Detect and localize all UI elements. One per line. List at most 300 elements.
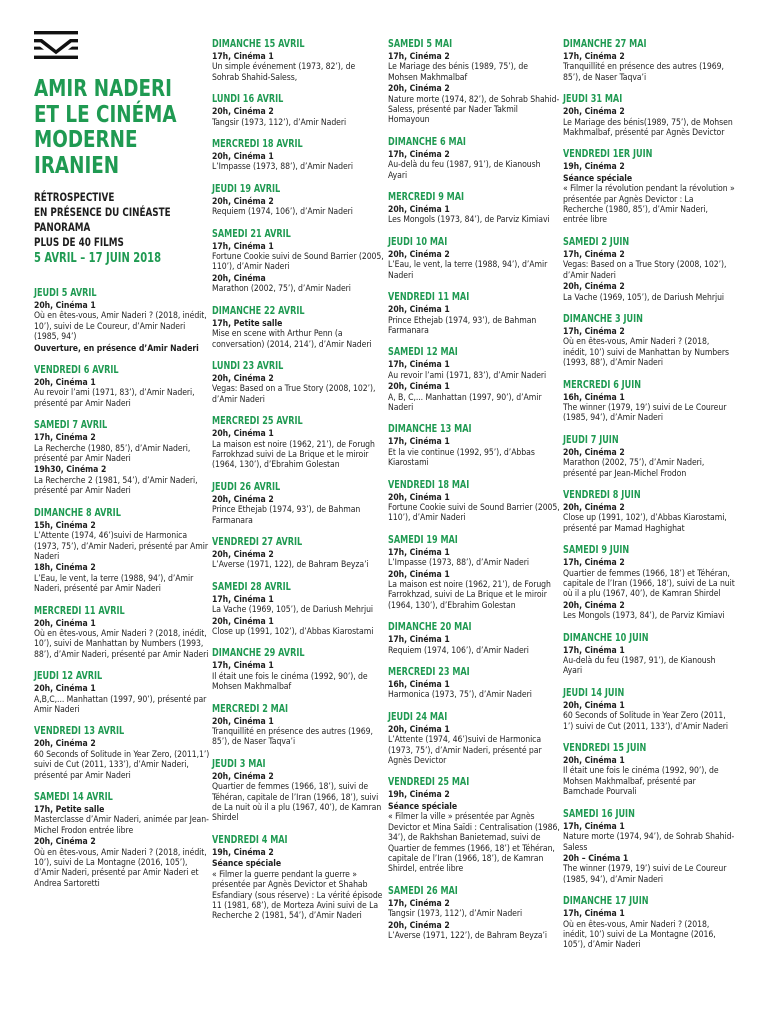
screening-description: L’Attente (1974, 46’)suivi de Harmonica (1973, 75’), d’Amir Naderi, présenté par Agnès Devictor <box>388 735 542 767</box>
screening-entry <box>212 319 384 350</box>
day-heading: DIMANCHE 29 AVRIL <box>212 646 305 660</box>
day-heading: VENDREDI 13 AVRIL <box>34 724 125 738</box>
screening-time-venue: 17h, Cinéma 1 <box>388 437 450 448</box>
page-title <box>34 76 206 178</box>
screening-description: Les Mongols (1973, 84’), de Parviz Kimiavi <box>563 611 725 622</box>
screening-entry <box>212 859 384 921</box>
screening-entry <box>212 550 384 571</box>
day-heading: JEUDI 26 AVRIL <box>212 479 281 493</box>
screening-time-venue: 19h, Cinéma 2 <box>563 162 625 173</box>
screening-description: 60 Seconds of Solitude in Year Zero, (2011,1’) suivi de Cut (2011, 133’), d’Amir Naderi, présenté par Amir Naderi <box>34 749 210 781</box>
screening-description: L’Averse (1971, 122), de Bahram Beyza’i <box>212 560 369 571</box>
screening-entry <box>34 684 210 715</box>
screening-entry <box>388 150 560 181</box>
screening-entry <box>563 448 735 479</box>
subtitle-line: PLUS DE 40 FILMS <box>34 235 124 249</box>
screening-description: Au revoir l’ami (1971, 83’), d’Amir Naderi, présenté par Amir Naderi <box>34 388 195 409</box>
screening-description: La maison est noire (1962, 21’), de Forugh Farrokhzad, suivi de La Brique et le miroir (1964, 130’), d’Ebrahim Golestan <box>388 580 551 611</box>
screening-description: Tangsir (1973, 112’), d’Amir Naderi <box>388 909 523 920</box>
screening-description: Prince Ethejab (1974, 93’), de Bahman Farmanara <box>388 315 537 336</box>
day-heading: VENDREDI 18 MAI <box>388 477 470 491</box>
schedule-day <box>212 580 384 638</box>
day-heading: JEUDI 19 AVRIL <box>212 181 281 195</box>
screening-time-venue: 17h, Petite salle <box>34 805 105 815</box>
screening-description: Et la vie continue (1992, 95’), d’Abbas Kiarostami <box>388 447 535 469</box>
screening-entry <box>563 282 735 303</box>
schedule-day <box>212 227 384 295</box>
screening-entry <box>388 548 560 569</box>
day-heading: DIMANCHE 27 MAI <box>563 37 647 50</box>
schedule-day <box>388 422 560 468</box>
day-heading: MERCREDI 9 MAI <box>388 190 465 204</box>
screening-description: Nature morte (1974, 94’), de Sohrab Shahid-Saless <box>563 832 735 853</box>
schedule-day <box>212 359 384 405</box>
screening-time-venue: 17h, Cinéma 2 <box>563 326 625 337</box>
screening-entry <box>388 899 560 920</box>
screening-time-venue: 20h, Cinéma 2 <box>212 373 274 384</box>
screening-time-venue: 19h, Cinéma 2 <box>212 847 274 858</box>
day-heading: SAMEDI 14 AVRIL <box>34 790 113 803</box>
schedule-day <box>563 741 735 798</box>
day-heading: VENDREDI 1ER JUIN <box>563 147 653 161</box>
day-heading: SAMEDI 5 MAI <box>388 37 453 50</box>
schedule-day <box>388 478 560 524</box>
screening-entry <box>34 619 210 661</box>
schedule-day <box>388 665 560 701</box>
screening-time-venue: 20h, Cinéma 2 <box>388 920 450 931</box>
screening-time-venue: 20h, Cinéma 2 <box>212 549 274 560</box>
screening-time-venue: 20h, Cinéma 1 <box>563 756 625 767</box>
screening-entry <box>388 205 560 226</box>
screening-description: Marathon (2002, 75’), d’Amir Naderi, présenté par Jean-Michel Frodon <box>563 458 705 479</box>
screening-time-venue: 17h, Cinéma 1 <box>212 52 274 62</box>
screening-description: La Vache (1969, 105’), de Dariush Mehrjui <box>212 605 374 616</box>
screening-time-venue: 16h, Cinéma 1 <box>563 392 625 403</box>
screening-description: Close up (1991, 102’), d’Abbas Kiarostami <box>212 627 374 637</box>
screening-description: Nature morte (1974, 82’), de Sohrab Shahid-Saless, présenté par Nader Takmil Homayoun <box>388 94 560 126</box>
day-heading: VENDREDI 27 AVRIL <box>212 534 303 548</box>
screening-entry <box>388 52 560 83</box>
screening-time-venue: 20h, Cinéma 2 <box>388 84 450 95</box>
screening-entry <box>34 465 210 496</box>
screening-entry <box>212 242 384 273</box>
screening-time-venue: 20h, Cinéma 2 <box>212 494 274 505</box>
schedule-day <box>212 414 384 471</box>
screening-description: La Recherche 2 (1981, 54’), d’Amir Naderi, présenté par Amir Naderi <box>34 475 198 497</box>
schedule-day <box>388 884 560 942</box>
screening-time-venue: Séance spéciale <box>212 859 282 870</box>
screening-time-venue: 20h, Cinéma 1 <box>388 724 450 735</box>
screening-time-venue: 20h, Cinéma 1 <box>212 429 274 440</box>
screening-time-venue: 20h, Cinéma 2 <box>34 739 96 750</box>
day-heading: DIMANCHE 3 JUIN <box>563 311 643 325</box>
schedule-day <box>563 894 735 951</box>
schedule-day <box>563 433 735 479</box>
screening-description: Où en êtes-vous, Amir Naderi ? (2018, inédit, 10’), suivi de Manhattan by Numbers (1993, 88’), d’Amir Naderi, présenté par Amir Naderi <box>34 628 209 660</box>
schedule-day <box>388 710 560 767</box>
screening-description: Harmonica (1973, 75’), d’Amir Naderi <box>388 690 532 701</box>
screening-entry <box>563 701 735 732</box>
schedule-day <box>212 182 384 218</box>
day-heading: SAMEDI 26 MAI <box>388 883 458 897</box>
schedule-day <box>34 724 210 781</box>
screening-description: Vegas: Based on a True Story (2008, 102’), d’Amir Naderi <box>212 384 376 405</box>
screening-entry <box>563 393 735 424</box>
screening-time-venue: 17h, Cinéma 1 <box>388 635 450 646</box>
screening-entry <box>212 848 384 858</box>
screening-description: Où en êtes-vous, Amir Naderi ? (2018, inédit, 10’) suivi de Manhattan by Numbers (1993, 88’), d’Amir Naderi <box>563 337 729 369</box>
screening-entry <box>212 495 384 526</box>
screening-time-venue: 17h, Cinéma 2 <box>388 52 450 62</box>
screening-entry <box>34 378 210 409</box>
screening-time-venue: 20h, Cinéma 2 <box>212 771 274 782</box>
screening-entry <box>212 772 384 824</box>
screening-time-venue: Séance spéciale <box>563 173 633 184</box>
schedule-day <box>563 686 735 732</box>
screening-description: L’Attente (1974, 46’)suivi de Harmonica (1973, 75’), d’Amir Naderi, présenté par Amir Naderi <box>34 531 208 562</box>
screening-time-venue: 20h, Cinéma <box>212 273 266 284</box>
subtitle-line: EN PRÉSENCE DU CINÉASTE <box>34 205 171 219</box>
day-heading: SAMEDI 28 AVRIL <box>212 579 291 593</box>
screening-time-venue: 20h, Cinéma 2 <box>34 837 96 848</box>
screening-description: La maison est noire (1962, 21’), de Forugh Farrokhzad suivi de La Brique et le miroir (1964, 130’), d’Ebrahim Golestan <box>212 439 375 471</box>
screening-description: Quartier de femmes (1966, 18’), suivi de Téhéran, capitale de l’Iran (1966, 18’), suivi de La nuit où il a plu (1967, 40’), de Kamran Shirdel <box>212 782 382 824</box>
schedule-day <box>563 92 735 138</box>
schedule-day <box>212 92 384 128</box>
title-line: AMIR NADERI <box>34 74 172 102</box>
schedule-day <box>563 235 735 303</box>
screening-entry <box>388 437 560 468</box>
screening-description: Mise en scene with Arthur Penn (a conversation) (2014, 214’), d’Amir Naderi <box>212 329 372 350</box>
screening-description: L’Impasse (1973, 88’), d’Amir Naderi <box>212 162 353 173</box>
title-line: MODERNE <box>34 125 138 153</box>
day-heading: VENDREDI 4 MAI <box>212 832 288 846</box>
screening-time-venue: 19h, Cinéma 2 <box>388 790 450 801</box>
screening-description: Au-delà du feu (1987, 91’), de Kianoush Ayari <box>563 656 716 677</box>
screening-time-venue: 16h, Cinéma 1 <box>388 680 450 691</box>
schedule-day <box>212 646 384 692</box>
screening-description: The winner (1979, 19’) suivi de Le Coureur (1985, 94’), d’Amir Naderi <box>563 402 727 424</box>
schedule-column <box>388 0 560 950</box>
schedule-day <box>34 604 210 661</box>
screening-entry <box>388 802 560 875</box>
screening-entry <box>563 646 735 677</box>
screening-entry <box>563 558 735 600</box>
screening-time-venue: 20h, Cinéma 2 <box>212 107 274 118</box>
screening-time-venue: 17h, Cinéma 1 <box>563 645 625 656</box>
screening-time-venue: 20h, Cinéma 2 <box>388 249 450 260</box>
screening-description: La Vache (1969, 105’), de Dariush Mehrjui <box>563 292 725 303</box>
day-heading: JEUDI 10 MAI <box>388 234 448 248</box>
schedule-day <box>388 135 560 181</box>
screening-time-venue: 20h, Cinéma 1 <box>388 205 450 216</box>
day-heading: SAMEDI 21 AVRIL <box>212 226 291 240</box>
day-heading: VENDREDI 8 JUIN <box>563 487 641 501</box>
screening-description: 60 Seconds of Solitude in Year Zero (2011, 1’) suivi de Cut (2011, 133’), d’Amir Naderi <box>563 711 729 732</box>
schedule-day <box>563 807 735 885</box>
schedule-day <box>563 488 735 534</box>
screening-time-venue: 20h, Cinéma 1 <box>212 616 274 627</box>
header-column <box>34 30 210 898</box>
screening-time-venue: 17h, Cinéma 1 <box>212 594 274 605</box>
screening-entry <box>388 250 560 281</box>
screening-time-venue: 15h, Cinéma 2 <box>34 520 96 531</box>
screening-entry <box>563 250 735 281</box>
schedule-day <box>212 702 384 748</box>
screening-entry <box>212 374 384 405</box>
day-heading: MERCREDI 2 MAI <box>212 701 289 715</box>
screening-time-venue: 17h, Cinéma 2 <box>34 433 96 444</box>
title-line: IRANIEN <box>34 150 120 179</box>
screening-time-venue: 17h, Cinéma 2 <box>563 558 625 569</box>
screening-time-venue: Séance spéciale <box>388 801 458 812</box>
schedule-day <box>212 137 384 173</box>
screening-description: Où en êtes-vous, Amir Naderi ? (2018, inédit, 10’) suivi de La Montagne (2016, 105’), d’Amir Naderi <box>563 919 716 951</box>
day-heading: JEUDI 7 JUIN <box>563 432 619 446</box>
schedule-day <box>212 304 384 350</box>
screening-time-venue: 20h, Cinéma 1 <box>388 569 450 580</box>
screening-entry <box>212 197 384 218</box>
screening-description: Les Mongols (1973, 84’), de Parviz Kimiavi <box>388 215 550 226</box>
screening-entry <box>388 680 560 701</box>
screening-description: Il était une fois le cinéma (1992, 90’), de Mohsen Makhmalbaf <box>212 671 368 693</box>
day-heading: JEUDI 5 AVRIL <box>34 286 97 299</box>
screening-entry <box>34 563 210 594</box>
day-heading: JEUDI 14 JUIN <box>563 685 625 699</box>
screening-description: Close up (1991, 102’), d’Abbas Kiarostami, présenté par Mamad Haghighat <box>563 513 727 534</box>
schedule-day <box>563 312 735 369</box>
screening-entry <box>563 174 735 226</box>
screening-description: Vegas: Based on a True Story (2008, 102’), d’Amir Naderi <box>563 260 727 281</box>
schedule-column <box>563 0 735 960</box>
screening-description: The winner (1979, 19’) suivi de Le Coureur (1985, 94’), d’Amir Naderi <box>563 864 727 885</box>
screening-time-venue: Ouverture, en présence d’Amir Naderi <box>34 343 199 354</box>
screening-description: « Filmer la ville » présentée par Agnès Devictor et Mina Saïdi : Centralisation (1986, 34’), de Rakhshan Banietemad, suivi de Quartier de femmes (1966, 18’) et Téhéran, capitale de l’Iran (1966, 18’), de Kamran Shirdel, entrée libre <box>388 812 560 875</box>
screening-time-venue: 20h, Cinéma 2 <box>563 600 625 611</box>
schedule-day <box>34 790 210 889</box>
screening-entry <box>388 790 560 800</box>
screening-description: « Filmer la révolution pendant la révolution » présentée par Agnès Devictor : La Recherche (1980, 85’), d’Amir Naderi, entrée libre <box>563 184 735 226</box>
schedule-day <box>212 480 384 526</box>
screening-entry <box>388 921 560 942</box>
screening-description: Requiem (1974, 106’), d’Amir Naderi <box>212 207 353 218</box>
screening-description: Fortune Cookie suivi de Sound Barrier (2005, 110’), d’Amir Naderi <box>212 252 384 273</box>
day-heading: MERCREDI 11 AVRIL <box>34 603 125 617</box>
schedule-day <box>388 37 560 126</box>
screening-time-venue: 20h, Cinéma 1 <box>34 618 96 629</box>
screening-description: Où en êtes-vous, Amir Naderi ? (2018, inédit, 10’), suivi de Le Coureur, d’Amir Naderi (1985, 94’) <box>34 311 207 343</box>
screening-entry <box>212 617 384 638</box>
day-heading: JEUDI 31 MAI <box>563 92 623 106</box>
day-heading: MERCREDI 25 AVRIL <box>212 414 303 428</box>
screening-entry <box>388 382 560 413</box>
screening-description: Tranquillité en présence des autres (1969, 85’), de Naser Taqva’i <box>212 727 373 748</box>
schedule-column <box>34 286 210 889</box>
screening-entry <box>212 107 384 128</box>
day-heading: VENDREDI 15 JUIN <box>563 741 647 755</box>
screening-time-venue: 20h – Cinéma 1 <box>563 853 629 864</box>
screening-entry <box>212 595 384 616</box>
screening-time-venue: 17h, Cinéma 1 <box>388 547 450 558</box>
title-line: ET LE CINÉMA <box>34 99 177 128</box>
schedule-day <box>34 286 210 354</box>
screening-entry <box>34 739 210 781</box>
day-heading: DIMANCHE 15 AVRIL <box>212 37 305 50</box>
screening-description: L’Eau, le vent, la terre (1988, 94’), d’Amir Naderi, présenté par Amir Naderi <box>34 573 194 595</box>
schedule-day <box>34 363 210 409</box>
day-heading: VENDREDI 11 MAI <box>388 290 470 304</box>
screening-description: Marathon (2002, 75’), d’Amir Naderi <box>212 284 351 295</box>
schedule-day <box>388 775 560 874</box>
screening-entry <box>388 570 560 612</box>
screening-description: « Filmer la guerre pendant la guerre » présentée par Agnès Devictor et Shahab Esfandiary (sous réserve) : La vérité épisode 11 (1981, 68’), de Morteza Avini suivi de La Recherche 2 (1981, 54’), d’Amir Naderi <box>212 869 383 922</box>
schedule-day <box>563 37 735 83</box>
screening-description: L’Impasse (1973, 88’), d’Amir Naderi <box>388 558 529 569</box>
day-heading: MERCREDI 6 JUIN <box>563 377 642 391</box>
screening-entry <box>388 635 560 656</box>
screening-time-venue: 17h, Cinéma 1 <box>563 821 625 832</box>
screening-time-venue: 17h, Cinéma 2 <box>388 898 450 909</box>
cinematheque-logo-icon <box>34 30 78 60</box>
day-heading: VENDREDI 6 AVRIL <box>34 363 119 377</box>
screening-description: Où en êtes-vous, Amir Naderi ? (2018, inédit, 10’), suivi de La Montagne (2016, 105’), d’Amir Naderi, présenté par Amir Naderi et Andrea Sartoretti <box>34 847 207 889</box>
schedule-day <box>212 37 384 83</box>
screening-entry <box>388 493 560 524</box>
schedule-day <box>212 535 384 571</box>
screening-entry <box>212 52 384 83</box>
screening-time-venue: 17h, Cinéma 1 <box>388 360 450 371</box>
screening-description: Un simple événement (1973, 82’), de Sohrab Shahid-Saless, <box>212 62 356 83</box>
screening-entry <box>34 805 210 836</box>
screening-time-venue: 20h, Cinéma 2 <box>563 447 625 458</box>
screening-entry <box>34 433 210 464</box>
screening-entry <box>34 344 210 354</box>
screening-entry <box>563 52 735 83</box>
screening-entry <box>563 854 735 885</box>
schedule-day <box>388 190 560 226</box>
screening-description: Requiem (1974, 106’), d’Amir Naderi <box>388 645 529 656</box>
screening-entry <box>388 725 560 767</box>
schedule-day <box>563 378 735 424</box>
screening-description: A, B, C,... Manhattan (1997, 90’), d’Amir Naderi <box>388 392 542 413</box>
screening-time-venue: 20h, Cinéma 1 <box>34 301 96 311</box>
screening-time-venue: 17h, Cinéma 1 <box>563 909 625 920</box>
day-heading: JEUDI 3 MAI <box>212 756 266 770</box>
screening-time-venue: 17h, Cinéma 1 <box>212 661 274 672</box>
schedule-day <box>563 631 735 677</box>
screening-entry <box>563 822 735 853</box>
screening-entry <box>212 717 384 748</box>
screening-description: Tranquillité en présence des autres (1969, 85’), de Naser Taqva’i <box>563 62 724 83</box>
day-heading: SAMEDI 2 JUIN <box>563 234 630 248</box>
screening-entry <box>563 327 735 369</box>
screening-entry <box>212 274 384 295</box>
day-heading: JEUDI 24 MAI <box>388 709 448 723</box>
screening-time-venue: 20h, Cinéma 2 <box>563 107 625 118</box>
screening-entry <box>563 162 735 172</box>
schedule-day <box>388 235 560 281</box>
screening-description: Il était une fois le cinéma (1992, 90’), de Mohsen Makhmalbaf, présenté par Bamchade Pourvali <box>563 766 719 798</box>
screening-description: La Recherche (1980, 85’), d’Amir Naderi, présenté par Amir Naderi <box>34 443 191 465</box>
day-heading: DIMANCHE 10 JUIN <box>563 630 649 644</box>
screening-description: Le Mariage des bénis(1989, 75’), de Mohsen Makhmalbaf, présenté par Agnès Devictor <box>563 117 733 139</box>
schedule-day <box>34 669 210 715</box>
screening-entry <box>388 360 560 381</box>
screening-time-venue: 20h, Cinéma 1 <box>34 684 96 695</box>
screening-entry <box>388 305 560 336</box>
day-heading: DIMANCHE 13 MAI <box>388 422 472 436</box>
schedule-day <box>212 757 384 824</box>
day-heading: LUNDI 16 AVRIL <box>212 92 284 106</box>
screening-time-venue: 20h, Cinéma 1 <box>563 700 625 711</box>
subtitle-line: PANORAMA <box>34 220 91 234</box>
screening-description: A,B,C,... Manhattan (1997, 90’), présenté par Amir Naderi <box>34 694 207 715</box>
screening-entry <box>388 84 560 126</box>
screening-description: Au-delà du feu (1987, 91’), de Kianoush Ayari <box>388 160 541 181</box>
screening-description: Prince Ethejab (1974, 93’), de Bahman Farmanara <box>212 505 361 526</box>
screening-entry <box>34 301 210 343</box>
screening-entry <box>34 521 210 563</box>
day-heading: DIMANCHE 20 MAI <box>388 620 472 634</box>
screening-description: Au revoir l’ami (1971, 83’), d’Amir Naderi <box>388 370 547 381</box>
screening-description: Le Mariage des bénis (1989, 75’), de Mohsen Makhmalbaf <box>388 62 528 83</box>
screening-time-venue: 17h, Cinéma 1 <box>212 241 274 252</box>
day-heading: SAMEDI 16 JUIN <box>563 806 635 820</box>
screening-time-venue: 19h30, Cinéma 2 <box>34 465 107 476</box>
screening-time-venue: 17h, Cinéma 2 <box>388 149 450 160</box>
day-heading: DIMANCHE 22 AVRIL <box>212 303 305 317</box>
screening-time-venue: 17h, Cinéma 2 <box>563 52 625 62</box>
day-heading: MERCREDI 23 MAI <box>388 665 470 679</box>
screening-time-venue: 20h, Cinéma 2 <box>563 502 625 513</box>
schedule-day <box>34 418 210 496</box>
screening-description: Masterclasse d’Amir Naderi, animée par Jean-Michel Frodon entrée libre <box>34 815 209 836</box>
screening-entry <box>563 107 735 138</box>
screening-entry <box>212 429 384 471</box>
schedule-day <box>388 290 560 336</box>
screening-time-venue: 20h, Cinéma 1 <box>388 382 450 393</box>
screening-entry <box>34 837 210 889</box>
screening-entry <box>563 601 735 622</box>
screening-entry <box>563 909 735 951</box>
schedule-day <box>563 147 735 225</box>
date-range: 5 AVRIL – 17 JUIN 2018 <box>34 250 162 266</box>
screening-description: Fortune Cookie suivi de Sound Barrier (2005, 110’), d’Amir Naderi <box>388 502 560 524</box>
day-heading: SAMEDI 12 MAI <box>388 345 458 359</box>
schedule-day <box>388 345 560 413</box>
schedule-day <box>212 833 384 922</box>
screening-description: Tangsir (1973, 112’), d’Amir Naderi <box>212 117 347 128</box>
screening-time-venue: 20h, Cinéma 1 <box>212 152 274 163</box>
day-heading: JEUDI 12 AVRIL <box>34 669 103 683</box>
screening-time-venue: 20h, Cinéma 1 <box>212 716 274 727</box>
screening-time-venue: 20h, Cinéma 1 <box>388 492 450 503</box>
day-heading: VENDREDI 25 MAI <box>388 775 470 789</box>
schedule-day <box>388 533 560 611</box>
screening-time-venue: 20h, Cinéma 2 <box>563 282 625 293</box>
screening-description: Quartier de femmes (1966, 18’) et Téhéran, capitale de l’Iran (1966, 18’), suivi de La nuit où il a plu (1967, 40’), de Kamran Shirdel <box>563 568 735 600</box>
screening-entry <box>212 152 384 173</box>
day-heading: LUNDI 23 AVRIL <box>212 358 284 372</box>
day-heading: DIMANCHE 17 JUIN <box>563 894 649 908</box>
screening-entry <box>563 503 735 534</box>
screening-time-venue: 20h, Cinéma 2 <box>212 196 274 207</box>
screening-time-venue: 17h, Cinéma 2 <box>563 249 625 260</box>
schedule-column <box>212 0 384 931</box>
screening-description: L’Eau, le vent, la terre (1988, 94’), d’Amir Naderi <box>388 260 548 281</box>
day-heading: SAMEDI 19 MAI <box>388 532 458 546</box>
subtitle-line: RÉTROSPECTIVE <box>34 190 115 204</box>
